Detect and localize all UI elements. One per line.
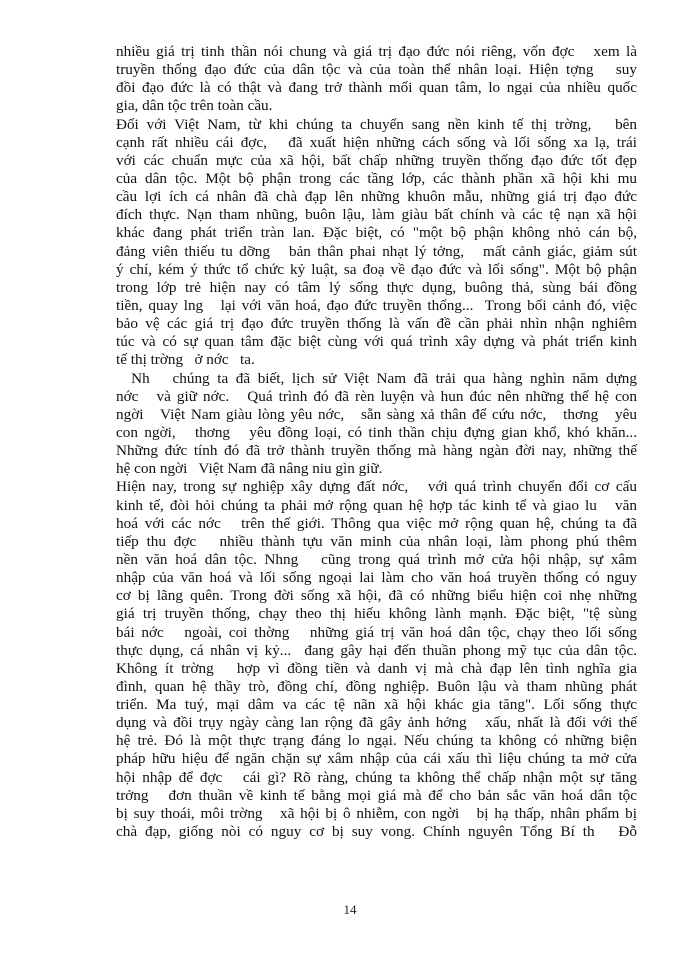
text-line: truyền thống đạo đức của dân tộc và của toàn thể nhân loại. Hiện tợng suy [116,61,637,79]
text-line: dụng và đồi trụy ngày càng lan rộng đã gây ảnh hởng xấu, nhất là đối với thế [116,714,637,732]
text-line: tiền, quay lng lại với văn hoá, đạo đức truyền thống... Trong bối cảnh đó, việc [116,296,637,314]
page-number: 14 [343,902,357,917]
text-line: cơ bị lãng quên. Trong đời sống xã hội, đã có những biểu hiện coi nhẹ những [116,587,637,605]
text-line: pháp hữu hiệu để ngăn chặn sự xâm nhập của cái xấu thì liệu chúng ta mở cửa [116,750,637,768]
text-line: của dân tộc. Một bộ phận trong các tầng lớp, các thành phần xã hội khi mu [116,169,637,187]
text-line: bái nớc ngoài, coi thờng những giá trị văn hoá dân tộc, chạy theo lối sống [116,623,637,641]
text-line: Những đức tính đó đã trở thành truyền thống mà hàng ngàn đời nay, những thế [116,442,637,460]
text-line: kinh tế, đòi hỏi chúng ta phải mở rộng quan hệ hợp tác kinh tế và giao lu văn [116,496,637,514]
text-line: tế thị trờng ở nớc ta. [116,351,255,369]
body-text [116,43,637,841]
text-line: nhập của văn hoá và lối sống ngoại lai làm cho văn hoá truyền thống có nguy [116,569,637,587]
text-line: cạnh rất nhiều cái đợc, đã xuất hiện những cách sống và lối sống xa lạ, trái [116,133,637,151]
text-line: con ngời, thơng yêu đồng loại, có tinh thần chịu đựng gian khổ, khó khăn... [116,423,637,441]
text-line: bảo vệ các giá trị đạo đức truyền thống là vấn đề cần phải nhìn nhận nghiêm [116,315,637,333]
text-line: khác đang phát triển tràn lan. Đặc biệt, có "một bộ phận không nhỏ cán bộ, [116,224,637,242]
text-line: ngời Việt Nam giàu lòng yêu nớc, sẵn sàng xả thân để cứu nớc, thơng yêu [116,405,637,423]
text-line: tiếp thu đợc nhiều thành tựu văn minh của nhân loại, làm phong phú thêm [116,532,637,550]
text-line: Nh chúng ta đã biết, lịch sử Việt Nam đã trải qua hàng nghìn năm dựng [116,369,637,387]
text-line: túc và có sự quan tâm đặc biệt cùng với quá trình xây dựng và phát triển kinh [116,333,637,351]
text-line: ý chí, kém ý thức tổ chức kỷ luật, sa đoạ về đạo đức và lối sống". Một bộ phận [116,260,637,278]
text-line: gia, dân tộc trên toàn cầu. [116,97,273,115]
text-line: chà đạp, giống nòi có nguy cơ bị suy vong. Chính nguyên Tổng Bí th Đỗ [116,823,637,841]
text-line: nền văn hoá dân tộc. Nhng cũng trong quá trình mở cửa hội nhập, sự xâm [116,550,637,568]
text-line: trong lớp trẻ hiện nay có tâm lý sống thực dụng, buông thả, sùng bái đồng [116,278,637,296]
text-line: nớc và giữ nớc. Quá trình đó đã rèn luyện và hun đúc nên những thế hệ con [116,387,637,405]
text-line: hệ con ngời Việt Nam đã nâng niu gìn giữ. [116,460,383,478]
text-line: Không ít trờng hợp vì đồng tiền và danh vị mà chà đạp lên tình nghĩa gia [116,659,637,677]
text-line: đồi đạo đức là có thật và đang trở thành mối quan tâm, lo ngại của nhiều quốc [116,79,637,97]
text-line: giá trị truyền thống, chạy theo thị hiếu không lành mạnh. Đặc biệt, "tệ sùng [116,605,637,623]
text-line: đích thực. Nạn tham nhũng, buôn lậu, làm giàu bất chính và các tệ nạn xã hội [116,206,637,224]
text-line: với các chuẩn mực của xã hội, bất chấp những truyền thống đạo đức tốt đẹp [116,151,637,169]
text-line: triển. Ma tuý, mại dâm va các tệ nãn xã hội khác gia tăng". Lối sống thực [116,696,637,714]
text-line: hoá với các nớc trên thế giới. Thông qua việc mở rộng quan hệ, chúng ta đã [116,514,637,532]
text-line: hội nhập để đợc cái gì? Rõ ràng, chúng ta không thể chấp nhận một sự tăng [116,768,637,786]
text-line: đảng viên thiếu tu dỡng bản thân phai nhạt lý tởng, mất cảnh giác, giảm sút [116,242,637,260]
text-line: Đối với Việt Nam, từ khi chúng ta chuyển sang nền kinh tế thị trờng, bên [116,115,637,133]
text-line: đình, quan hệ thầy trò, đồng chí, đồng nghiệp. Buôn lậu và tham nhũng phát [116,677,637,695]
text-line: hệ trẻ. Đó là một thực trạng đáng lo ngại. Nếu chúng ta không có những biện [116,732,637,750]
text-line: bị suy thoái, môi trờng xã hội bị ô nhiễm, con ngời bị hạ thấp, nhân phẩm bị [116,804,637,822]
text-line: cầu lợi ích cá nhân đã chà đạp lên những khuôn mẫu, những giá trị đạo đức [116,188,637,206]
text-line: thực dụng, cá nhân vị kỷ... đang gây hại đến thuần phong mỹ tục của dân tộc. [116,641,637,659]
text-line: trởng đơn thuần về kinh tế bằng mọi giá mà để cho bản sắc văn hoá dân tộc [116,786,637,804]
text-line: Hiện nay, trong sự nghiệp xây dựng đất nớc, với quá trình chuyển đổi cơ cấu [116,478,637,496]
text-line: nhiều giá trị tinh thần nói chung và giá trị đạo đức nói riêng, vốn đợc xem là [116,43,637,60]
